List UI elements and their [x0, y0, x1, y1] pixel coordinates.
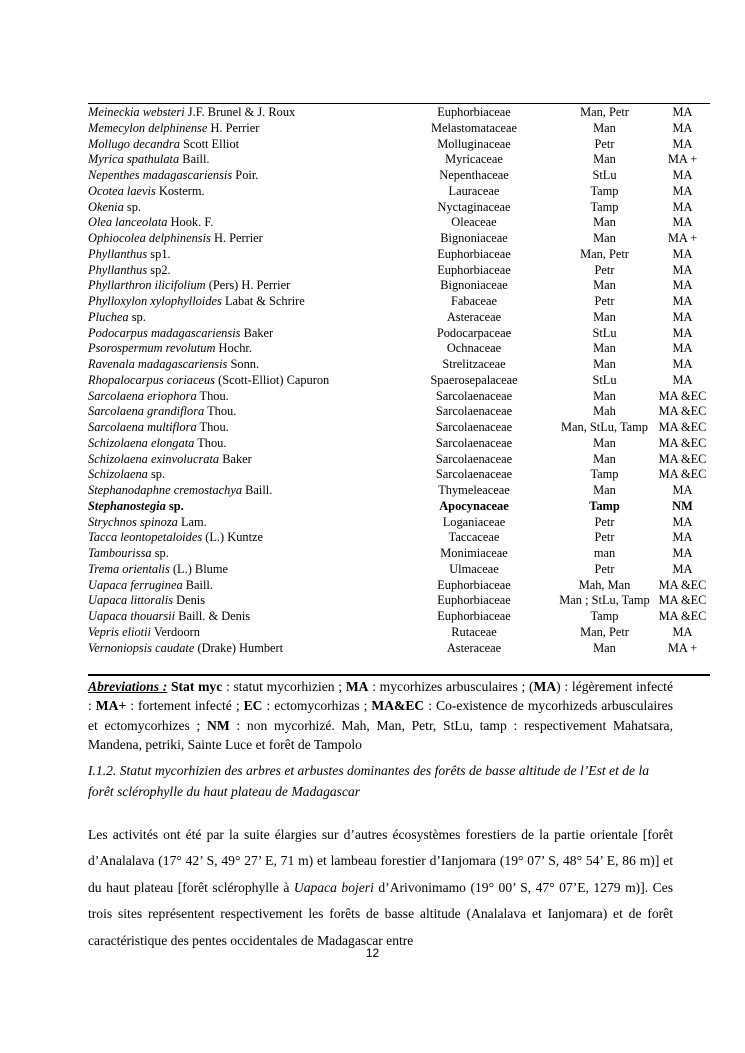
- status-cell: MA &EC: [658, 404, 707, 419]
- species-name: Phyllarthron ilicifolium: [88, 278, 206, 293]
- family-cell: Sarcolaenaceae: [435, 451, 513, 466]
- family-cell: Sarcolaenaceae: [435, 435, 513, 450]
- species-author: Labat & Schrire: [221, 294, 305, 308]
- species-cell: [88, 326, 394, 342]
- body-text-part: d’Arivonimamo (19° 00’ S, 47° 07’E, 1279 m)]. Ces trois sites représentent respectivement les forêts de basse altitude (Analalava et Ianjomara) et de forêt caractéristique des pentes occidentales de Madagascar entre: [88, 879, 674, 948]
- species-author: Hook. F.: [167, 215, 214, 230]
- species-name: Tacca leontopetaloides: [88, 530, 203, 545]
- species-author: (Drake) Humbert: [194, 640, 284, 655]
- family-cell: Strelitzaceae: [442, 357, 506, 371]
- table-row: [88, 326, 710, 342]
- species-cell: [88, 215, 394, 231]
- species-cell: [88, 152, 394, 168]
- table-row: [88, 530, 710, 546]
- species-author: Sonn.: [227, 357, 260, 371]
- status-cell: MA: [672, 530, 693, 545]
- species-name: Okenia: [88, 199, 124, 214]
- species-author: Thou.: [196, 388, 229, 403]
- species-cell: [88, 231, 394, 247]
- site-cell: Mah, Man: [578, 577, 631, 592]
- family-cell: Taccaceae: [448, 530, 500, 545]
- family-cell: Euphorbiaceae: [437, 609, 511, 623]
- species-cell: [88, 467, 394, 483]
- abbr-text: : fortement infecté ;: [126, 698, 244, 714]
- status-cell: MA: [672, 262, 693, 277]
- species-author: sp.: [147, 467, 166, 482]
- species-author: sp2.: [147, 262, 171, 277]
- site-cell: Tamp: [590, 467, 619, 482]
- site-cell: Man: [593, 483, 616, 497]
- table-row: [88, 357, 710, 373]
- site-cell: Petr: [594, 530, 615, 545]
- status-cell: MA: [672, 105, 693, 119]
- species-name: Sarcolaena multiflora: [88, 420, 197, 434]
- species-name: Mollugo decandra: [88, 136, 180, 151]
- body-text-italic: Uapaca bojeri: [293, 879, 374, 895]
- status-cell: MA &EC: [658, 435, 707, 450]
- species-author: Baker: [240, 325, 274, 340]
- site-cell: Man, StLu, Tamp: [560, 420, 648, 434]
- status-cell: MA: [672, 483, 693, 497]
- species-name: Pluchea: [88, 309, 129, 324]
- table-row: [88, 152, 710, 168]
- species-author: H. Perrier: [210, 231, 263, 245]
- abbr-term: EC: [243, 698, 263, 714]
- species-author: Hochr.: [215, 341, 252, 356]
- species-author: Lam.: [177, 514, 207, 529]
- species-name: Sarcolaena eriophora: [88, 388, 197, 403]
- status-cell: MA &EC: [658, 577, 707, 592]
- table-row: [88, 404, 710, 420]
- family-cell: Bignoniaceae: [440, 278, 508, 293]
- site-cell: Petr: [594, 294, 615, 308]
- table-row: [88, 294, 710, 310]
- family-cell: Apocynaceae: [439, 498, 509, 513]
- species-author: Baill.: [242, 483, 273, 497]
- status-cell: MA: [672, 199, 693, 214]
- status-cell: MA &EC: [658, 593, 707, 608]
- family-cell: Melastomataceae: [431, 120, 517, 135]
- family-cell: Euphorbiaceae: [437, 105, 511, 119]
- species-name: Phylloxylon xylophylloides: [88, 294, 222, 308]
- site-cell: Man: [593, 231, 616, 245]
- family-cell: Asteraceae: [446, 309, 502, 324]
- species-cell: [88, 389, 394, 405]
- species-author: (L.) Kuntze: [202, 530, 264, 545]
- table-row: [88, 105, 710, 121]
- status-cell: MA: [672, 294, 693, 308]
- abbr-text: ) : légèrement infecté :: [88, 679, 673, 714]
- family-cell: Oleaceae: [451, 215, 497, 230]
- species-cell: [88, 578, 394, 594]
- species-cell: [88, 515, 394, 531]
- site-cell: Man, Petr: [580, 246, 629, 261]
- site-cell: Tamp: [589, 498, 620, 513]
- family-cell: Euphorbiaceae: [437, 246, 511, 261]
- species-cell: [88, 625, 394, 641]
- species-cell: [88, 105, 394, 121]
- site-cell: Man, Petr: [580, 105, 629, 119]
- site-cell: Mah: [593, 404, 616, 419]
- table-row: [88, 483, 710, 499]
- status-cell: MA &EC: [658, 609, 707, 623]
- species-name: Uapaca thouarsii: [88, 609, 176, 623]
- status-cell: MA: [672, 120, 693, 135]
- species-cell: [88, 247, 394, 263]
- table-row: [88, 593, 710, 609]
- abbr-term: MA: [533, 679, 557, 694]
- species-cell: [88, 546, 394, 562]
- abbr-text: : Co-existence de mycorhizeds arbusculaires et ectomycorhizes ;: [88, 698, 673, 733]
- site-cell: Tamp: [590, 183, 619, 198]
- site-cell: Man: [593, 120, 616, 135]
- family-cell: Ochnaceae: [446, 341, 502, 356]
- status-cell: MA: [672, 136, 693, 151]
- species-cell: [88, 452, 394, 468]
- table-row: [88, 278, 710, 294]
- status-cell: MA: [672, 546, 693, 560]
- table-row: [88, 499, 710, 515]
- table-row: [88, 609, 710, 625]
- site-cell: Man: [593, 215, 616, 230]
- family-cell: Monimiaceae: [440, 546, 508, 560]
- table-row: [88, 121, 710, 137]
- species-cell: [88, 168, 394, 184]
- species-cell: [88, 593, 394, 609]
- status-cell: MA: [672, 561, 693, 576]
- family-cell: Sarcolaenaceae: [435, 467, 513, 482]
- species-cell: [88, 404, 394, 420]
- family-cell: Lauraceae: [448, 183, 500, 198]
- family-cell: Fabaceae: [450, 294, 498, 308]
- site-cell: Man, Petr: [580, 624, 629, 639]
- species-author: Baill.: [179, 152, 210, 167]
- status-cell: MA: [672, 372, 693, 387]
- species-author: sp.: [165, 498, 184, 513]
- species-author: Baker: [219, 451, 252, 466]
- species-name: Psorospermum revolutum: [88, 341, 216, 356]
- species-name: Trema orientalis: [88, 561, 170, 576]
- species-cell: [88, 184, 394, 200]
- family-cell: Asteraceae: [446, 640, 502, 655]
- family-cell: Euphorbiaceae: [437, 593, 511, 608]
- abbr-term: MA&EC: [371, 698, 425, 714]
- table-row: [88, 562, 710, 578]
- species-name: Schizolaena exinvolucrata: [88, 451, 220, 466]
- table-row: [88, 625, 710, 641]
- page-number: 12: [365, 946, 380, 960]
- abbr-text: : statut mycorhizien ;: [222, 679, 346, 694]
- site-cell: Man: [593, 309, 616, 324]
- species-author: J.F. Brunel & J. Roux: [184, 105, 296, 119]
- table-row: [88, 436, 710, 452]
- site-cell: Man: [593, 341, 616, 356]
- table-row: [88, 467, 710, 483]
- family-cell: Podocarpaceae: [436, 325, 512, 340]
- species-name: Phyllanthus: [88, 246, 148, 261]
- table-row: [88, 420, 710, 436]
- family-cell: Rutaceae: [451, 624, 497, 639]
- species-author: Kosterm.: [155, 183, 205, 198]
- table-row: [88, 231, 710, 247]
- table-row: [88, 515, 710, 531]
- species-name: Sarcolaena grandiflora: [88, 404, 205, 419]
- table-row: [88, 184, 710, 200]
- abbr-term: Stat myc: [170, 679, 223, 694]
- status-cell: MA: [672, 168, 693, 182]
- table-row: [88, 389, 710, 405]
- status-cell: MA: [672, 514, 693, 529]
- status-cell: MA &EC: [658, 467, 707, 482]
- site-cell: Petr: [594, 262, 615, 277]
- species-name: Strychnos spinoza: [88, 514, 178, 529]
- site-cell: Tamp: [590, 199, 619, 214]
- status-cell: MA: [672, 341, 693, 356]
- species-name: Myrica spathulata: [88, 152, 180, 167]
- site-cell: Man: [593, 152, 616, 167]
- family-cell: Euphorbiaceae: [437, 262, 511, 277]
- species-cell: [88, 483, 394, 499]
- family-cell: Loganiaceae: [442, 514, 506, 529]
- species-name: Vepris eliotii: [88, 624, 151, 639]
- abbr-text: : ectomycorhizas ;: [262, 698, 372, 714]
- family-cell: Bignoniaceae: [440, 231, 508, 245]
- species-cell: [88, 357, 394, 373]
- status-cell: NM: [672, 498, 693, 513]
- species-cell: [88, 137, 394, 153]
- table-row: [88, 641, 710, 657]
- site-cell: StLu: [592, 372, 617, 387]
- table-row: [88, 137, 710, 153]
- species-author: sp1.: [147, 246, 171, 261]
- status-cell: MA: [672, 183, 693, 198]
- species-author: Thou.: [194, 435, 227, 450]
- species-author: Verdoorn: [150, 624, 200, 639]
- species-cell: [88, 278, 394, 294]
- species-cell: [88, 499, 394, 515]
- family-cell: Sarcolaenaceae: [435, 388, 513, 403]
- abbreviations-label: Abreviations :: [88, 679, 168, 694]
- abbr-term: NM: [207, 717, 230, 733]
- species-name: Uapaca ferruginea: [88, 577, 183, 592]
- site-cell: Petr: [594, 136, 615, 151]
- species-author: Thou.: [196, 420, 229, 434]
- species-author: sp.: [151, 546, 169, 560]
- family-cell: Thymeleaceae: [438, 483, 510, 497]
- abbr-term: MA+: [95, 698, 127, 714]
- abbr-text: : non mycorhizé. Mah, Man, Petr, StLu, tamp : respectivement Mahatsara, Mandena, petriki, Sainte Luce et forêt de Tampolo: [88, 717, 673, 753]
- species-cell: [88, 294, 394, 310]
- species-name: Memecylon delphinense: [88, 120, 208, 135]
- table-row: [88, 546, 710, 562]
- site-cell: StLu: [592, 325, 617, 340]
- species-author: (Pers) H. Perrier: [205, 278, 291, 293]
- species-table: [88, 105, 710, 656]
- status-cell: MA +: [667, 640, 698, 655]
- family-cell: Nepenthaceae: [439, 168, 509, 182]
- species-cell: [88, 121, 394, 137]
- species-author: sp.: [128, 309, 146, 324]
- site-cell: Man: [593, 435, 616, 450]
- species-name: Schizolaena elongata: [88, 435, 195, 450]
- site-cell: Man: [593, 388, 616, 403]
- status-cell: MA &EC: [658, 451, 707, 466]
- status-cell: MA: [672, 624, 693, 639]
- species-cell: [88, 562, 394, 578]
- table-row: [88, 200, 710, 216]
- site-cell: Tamp: [590, 609, 619, 623]
- species-cell: [88, 641, 394, 657]
- species-cell: [88, 436, 394, 452]
- species-author: Scott Elliot: [179, 136, 240, 151]
- family-cell: Euphorbiaceae: [437, 577, 511, 592]
- site-cell: Man ; StLu, Tamp: [559, 593, 650, 608]
- table-row: [88, 310, 710, 326]
- table-row: [88, 168, 710, 184]
- status-cell: MA &EC: [658, 388, 707, 403]
- status-cell: MA: [672, 215, 693, 230]
- status-cell: MA +: [667, 152, 698, 167]
- species-name: Ophiocolea delphinensis: [88, 231, 211, 245]
- species-author: Denis: [173, 593, 206, 608]
- status-cell: MA: [672, 246, 693, 261]
- species-name: Rhopalocarpus coriaceus: [88, 372, 215, 387]
- species-cell: [88, 530, 394, 546]
- species-author: sp.: [123, 199, 141, 214]
- site-cell: man: [593, 546, 616, 560]
- species-name: Stephanodaphne cremostachya: [88, 483, 243, 497]
- family-cell: Nyctaginaceae: [437, 199, 511, 214]
- family-cell: Ulmaceae: [449, 561, 499, 576]
- status-cell: MA &EC: [658, 420, 707, 434]
- status-cell: MA: [672, 278, 693, 293]
- table-row: [88, 452, 710, 468]
- species-name: Meineckia websteri: [88, 105, 185, 119]
- site-cell: StLu: [592, 168, 617, 182]
- species-name: Ravenala madagascariensis: [88, 357, 228, 371]
- species-author: Poir.: [232, 168, 259, 182]
- family-cell: Sarcolaenaceae: [435, 420, 513, 434]
- abbr-term: MA: [345, 679, 369, 694]
- family-cell: Sarcolaenaceae: [435, 404, 513, 419]
- species-cell: [88, 341, 394, 357]
- species-name: Olea lanceolata: [88, 215, 168, 230]
- family-cell: Spaerosepalaceae: [430, 372, 518, 387]
- species-name: Ocotea laevis: [88, 183, 156, 198]
- status-cell: MA: [672, 357, 693, 371]
- species-author: H. Perrier: [207, 120, 260, 135]
- table-row: [88, 373, 710, 389]
- species-cell: [88, 373, 394, 389]
- species-author: Baill. & Denis: [175, 609, 251, 623]
- section-heading: I.1.2. Statut mycorhizien des arbres et arbustes dominantes des forêts de basse altitude de l’Est et de la forêt sclérophylle du haut plateau de Madagascar: [88, 763, 650, 799]
- table-row: [88, 215, 710, 231]
- species-author: (Scott-Elliot) Capuron: [215, 372, 330, 387]
- status-cell: MA +: [667, 231, 698, 245]
- species-name: Vernoniopsis caudate: [88, 640, 195, 655]
- species-author: Thou.: [204, 404, 237, 419]
- species-author: Baill.: [182, 577, 213, 592]
- species-name: Uapaca littoralis: [88, 593, 174, 608]
- species-author: (L.) Blume: [169, 561, 228, 576]
- species-name: Nepenthes madagascariensis: [88, 168, 233, 182]
- abbr-text: : mycorhizes arbusculaires ; (: [368, 679, 534, 694]
- species-cell: [88, 310, 394, 326]
- table-top-rule: [88, 103, 710, 104]
- species-name: Phyllanthus: [88, 262, 148, 277]
- species-cell: [88, 263, 394, 279]
- species-cell: [88, 420, 394, 436]
- site-cell: Man: [593, 451, 616, 466]
- species-name: Schizolaena: [88, 467, 148, 482]
- table-row: [88, 341, 710, 357]
- table-row: [88, 263, 710, 279]
- site-cell: Man: [593, 640, 616, 655]
- family-cell: Myricaceae: [445, 152, 503, 167]
- site-cell: Petr: [594, 514, 615, 529]
- site-cell: Man: [593, 278, 616, 293]
- family-cell: Molluginaceae: [437, 136, 511, 151]
- site-cell: Man: [593, 357, 616, 371]
- site-cell: Petr: [594, 561, 615, 576]
- table-bottom-rule: [88, 674, 710, 676]
- species-name: Stephanostegia: [88, 498, 166, 513]
- body-text-part: Les activités ont été par la suite élargies sur d’autres écosystèmes forestiers de la partie orientale [forêt d’Analalava (17° 42’ S, 49° 27’ E, 71 m) et lambeau forestier d’Ianjomara (19° 07’ S, 48° 54’ E, 86 m)] et du haut plateau [forêt sclérophylle à: [88, 827, 673, 895]
- species-cell: [88, 200, 394, 216]
- species-name: Podocarpus madagascariensis: [88, 325, 241, 340]
- species-cell: [88, 609, 394, 625]
- abbreviations-note: [88, 677, 673, 755]
- status-cell: MA: [672, 309, 693, 324]
- table-row: [88, 578, 710, 594]
- species-name: Tambourissa: [88, 546, 152, 560]
- body-paragraph: [88, 822, 673, 954]
- status-cell: MA: [672, 325, 693, 340]
- table-row: [88, 247, 710, 263]
